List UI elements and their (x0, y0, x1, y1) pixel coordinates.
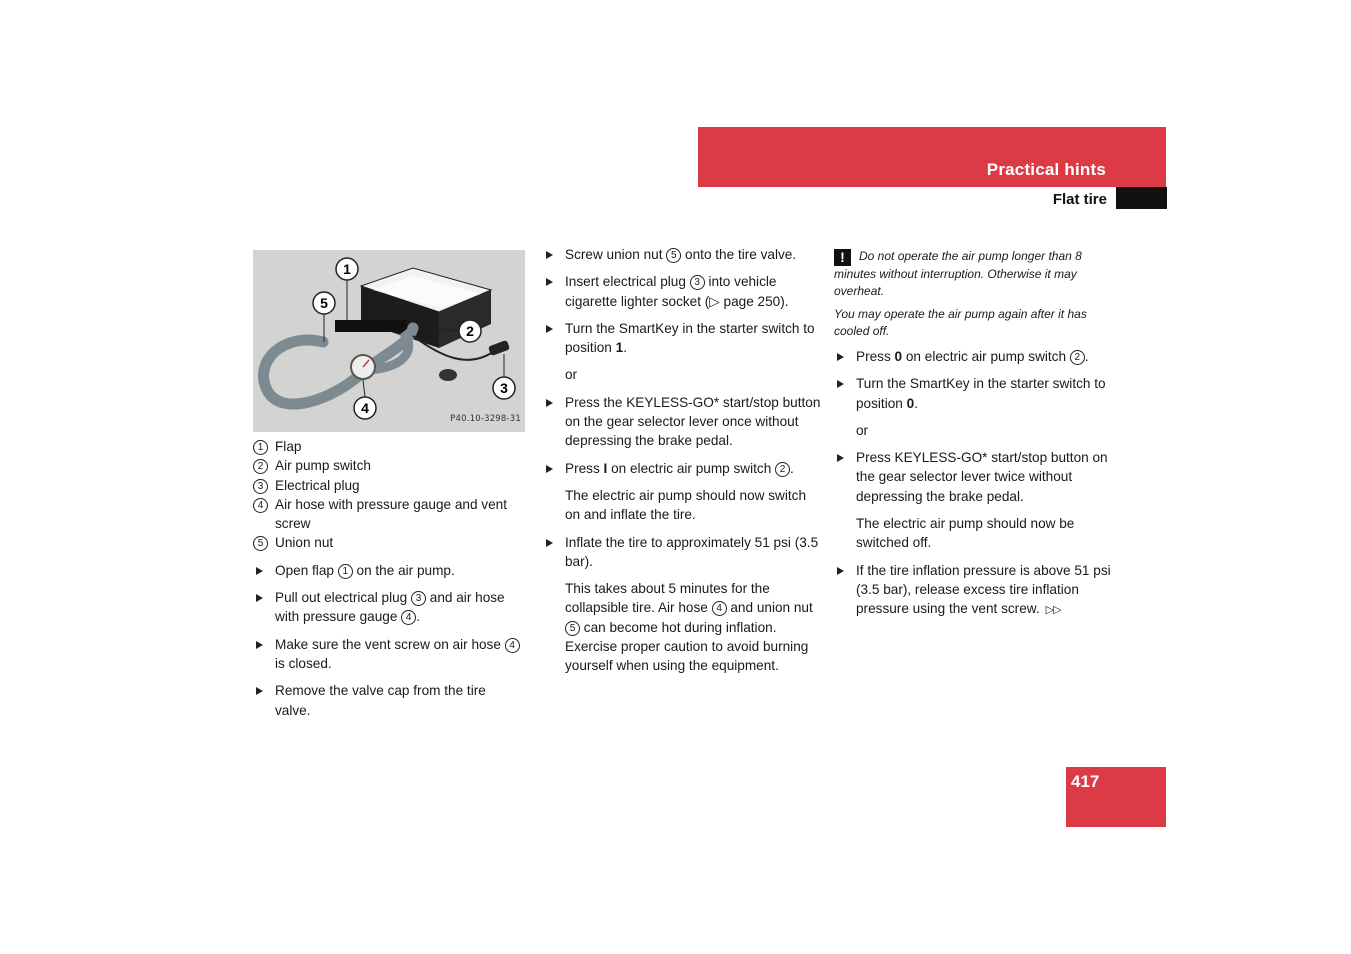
warning-text: You may operate the air pump again after it has cooled off. (834, 307, 1087, 338)
instruction-step: If the tire inflation pressure is above 51 psi (3.5 bar), release excess tire inflation pressure using the vent screw. ▷▷ (834, 561, 1116, 621)
legend-item: 3 Electrical plug (253, 476, 525, 495)
column-3 (834, 248, 1116, 621)
legend-item: 5 Union nut (253, 533, 525, 552)
warning-box (834, 248, 1116, 339)
instruction-step: Make sure the vent screw on air hose 4 is closed. (253, 635, 525, 674)
instruction-step: Press the KEYLESS-GO* start/stop button on the gear selector lever once without depressing the brake pedal. (543, 393, 823, 451)
section-title: Practical hints (986, 160, 1106, 179)
instruction-step: Turn the SmartKey in the starter switch to position 0. (834, 374, 1116, 413)
instruction-step: Press KEYLESS-GO* start/stop button on the gear selector lever twice without depressing the brake pedal. (834, 448, 1116, 506)
air-pump-figure (253, 250, 525, 432)
column-2 (543, 245, 823, 676)
instruction-step: Open flap 1 on the air pump. (253, 561, 525, 580)
page-number: 417 (1071, 772, 1100, 791)
figure-code: P40.10-3298-31 (450, 413, 521, 424)
instruction-step: Pull out electrical plug 3 and air hose with pressure gauge 4 . (253, 588, 525, 627)
air-pump-illustration (253, 250, 525, 432)
callout-4: 4 (361, 400, 369, 416)
or-separator: or (856, 422, 869, 438)
note-text: The electric air pump should now switch on and inflate the tire. (565, 487, 807, 523)
column-1 (253, 250, 525, 720)
callout-5: 5 (320, 295, 328, 311)
continued-icon: ▷▷ (1045, 604, 1061, 617)
legend-item: 2 Air pump switch (253, 456, 525, 475)
callout-1: 1 (343, 261, 351, 277)
instruction-step: Inflate the tire to approximately 51 psi (3.5 bar). (543, 533, 823, 572)
callout-2: 2 (466, 323, 474, 339)
instruction-step: Screw union nut 5 onto the tire valve. (543, 245, 823, 264)
subsection-title: Flat tire (1052, 191, 1107, 208)
note-text: This takes about 5 minutes for the collapsible tire. Air hose 4 and union nut 5 can become hot during inflation. Exercise proper caution to avoid burning yourself when using the equipment. (565, 581, 813, 674)
figure-legend (253, 437, 525, 553)
instruction-step: Turn the SmartKey in the starter switch to position 1. (543, 319, 823, 358)
warning-text: Do not operate the air pump longer than 8 minutes without interruption. Otherwise it may overheat. (834, 249, 1082, 298)
instruction-step: Remove the valve cap from the tire valve. (253, 681, 525, 720)
warning-icon: ! (834, 249, 851, 266)
instruction-step: Press I on electric air pump switch 2 . (543, 459, 823, 478)
legend-item: 4 Air hose with pressure gauge and vent screw (253, 495, 525, 534)
subsection-marker (1116, 187, 1167, 209)
note-text: The electric air pump should now be switched off. (856, 516, 1075, 551)
callout-3: 3 (500, 380, 508, 396)
or-separator: or (565, 367, 578, 383)
legend-item: 1 Flap (253, 437, 525, 456)
instruction-step: Insert electrical plug 3 into vehicle cigarette lighter socket (▷ page 250). (543, 272, 823, 311)
instruction-step: Press 0 on electric air pump switch 2 . (834, 347, 1116, 366)
